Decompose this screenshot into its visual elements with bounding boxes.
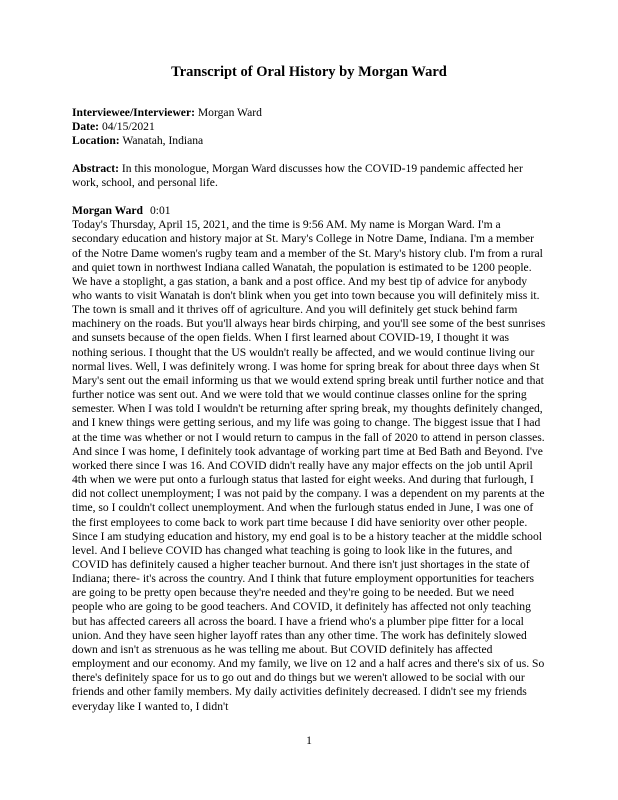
speaker-timestamp: 0:01 (149, 204, 171, 218)
location-value: Wanatah, Indiana (122, 134, 204, 148)
page-number: 1 (306, 734, 312, 747)
date-label: Date: (72, 120, 100, 134)
date-value: 04/15/2021 (101, 120, 155, 134)
document-title: Transcript of Oral History by Morgan Ward (171, 64, 447, 80)
interviewee-label: Interviewee/Interviewer: (72, 106, 195, 119)
location-line (72, 134, 546, 148)
abstract (72, 162, 546, 190)
abstract-label: Abstract: (72, 161, 120, 175)
location-label: Location: (72, 134, 120, 148)
speaker-line (72, 204, 546, 218)
interviewee-value: Morgan Ward (197, 106, 262, 119)
interviewee-line (72, 106, 546, 120)
abstract-text: In this monologue, Morgan Ward discusses how the COVID-19 pandemic affected her work, school, and personal life. (72, 161, 523, 189)
metadata-block (72, 106, 546, 149)
date-line (72, 120, 546, 134)
transcript-text: Today's Thursday, April 15, 2021, and the time is 9:56 AM. My name is Morgan Ward. I'm a secondary education and history major at St. Mary's College in Notre Dame, Indiana. I'm a member of the Notre Dame women's rugby team and a member of the St. Mary's history club. I'm from a rural and quiet town in northwest Indiana called Wanatah, the population is estimated to be 1200 people. We have a stoplight, a gas station, a bank and a post office. And my best tip of advice for anybody who wants to visit Wanatah is don't blink when you get into town because you will definitely miss it. The town is small and it thrives off of agriculture. And you will definitely get stuck behind farm machinery on the roads. But you'll always hear birds chirping, and you'll see some of the best sunrises and sunsets because of the open fields. When I first learned about COVID-19, I thought it was nothing serious. I thought that the US wouldn't really be affected, and we would continue living our normal lives. Well, I was definitely wrong. I was home for spring break for about three days when St Mary's sent out the email informing us that we would extend spring break until further notice and that further notice was sent out. And we were told that we would continue classes online for the spring semester. When I was told I wouldn't be returning after spring break, my thoughts definitely changed, and I knew things were getting serious, and my life was going to change. The biggest issue that I had at the time was whether or not I would return to campus in the fall of 2020 to attend in person classes. And since I was home, I definitely took advantage of working part time at Bed Bath and Beyond. I've worked there since I was 16. And COVID didn't really have any major effects on the job until April 4th when we were put onto a furlough status that lasted for eight weeks. And during that furlough, I did not collect unemployment; I was not paid by the company. I was a dependent on my parents at the time, so I couldn't collect unemployment. And when the furlough status ended in June, I was one of the first employees to come back to work part time because I did have seniority over other people. Since I am studying education and history, my end goal is to be a history teacher at the middle school level. And I believe COVID has changed what teaching is going to look like in the futures, and COVID has definitely caused a higher teacher burnout. And there isn't just shortages in the state of Indiana; there- it's across the country. And I think that future employment opportunities for teachers are going to be pretty open because they're needed and they're going to be needed. But we need people who are going to be good teachers. And COVID, it definitely has affected not only teaching but has affected careers all across the board. I have a friend who's a plumber pipe fitter for a local union. And they have seen higher layoff rates than any other time. The work has definitely slowed down and isn't as strenuous as he was telling me about. But COVID definitely has affected employment and our economy. And my family, we live on 12 and a half acres and there's six of us. So there's definitely space for us to go out and do things but we weren't allowed to be social with our friends and other family members. My daily activities definitely decreased. I didn't see my friends everyday like I wanted to, I didn't (72, 218, 546, 713)
speaker-name: Morgan Ward (72, 204, 143, 218)
